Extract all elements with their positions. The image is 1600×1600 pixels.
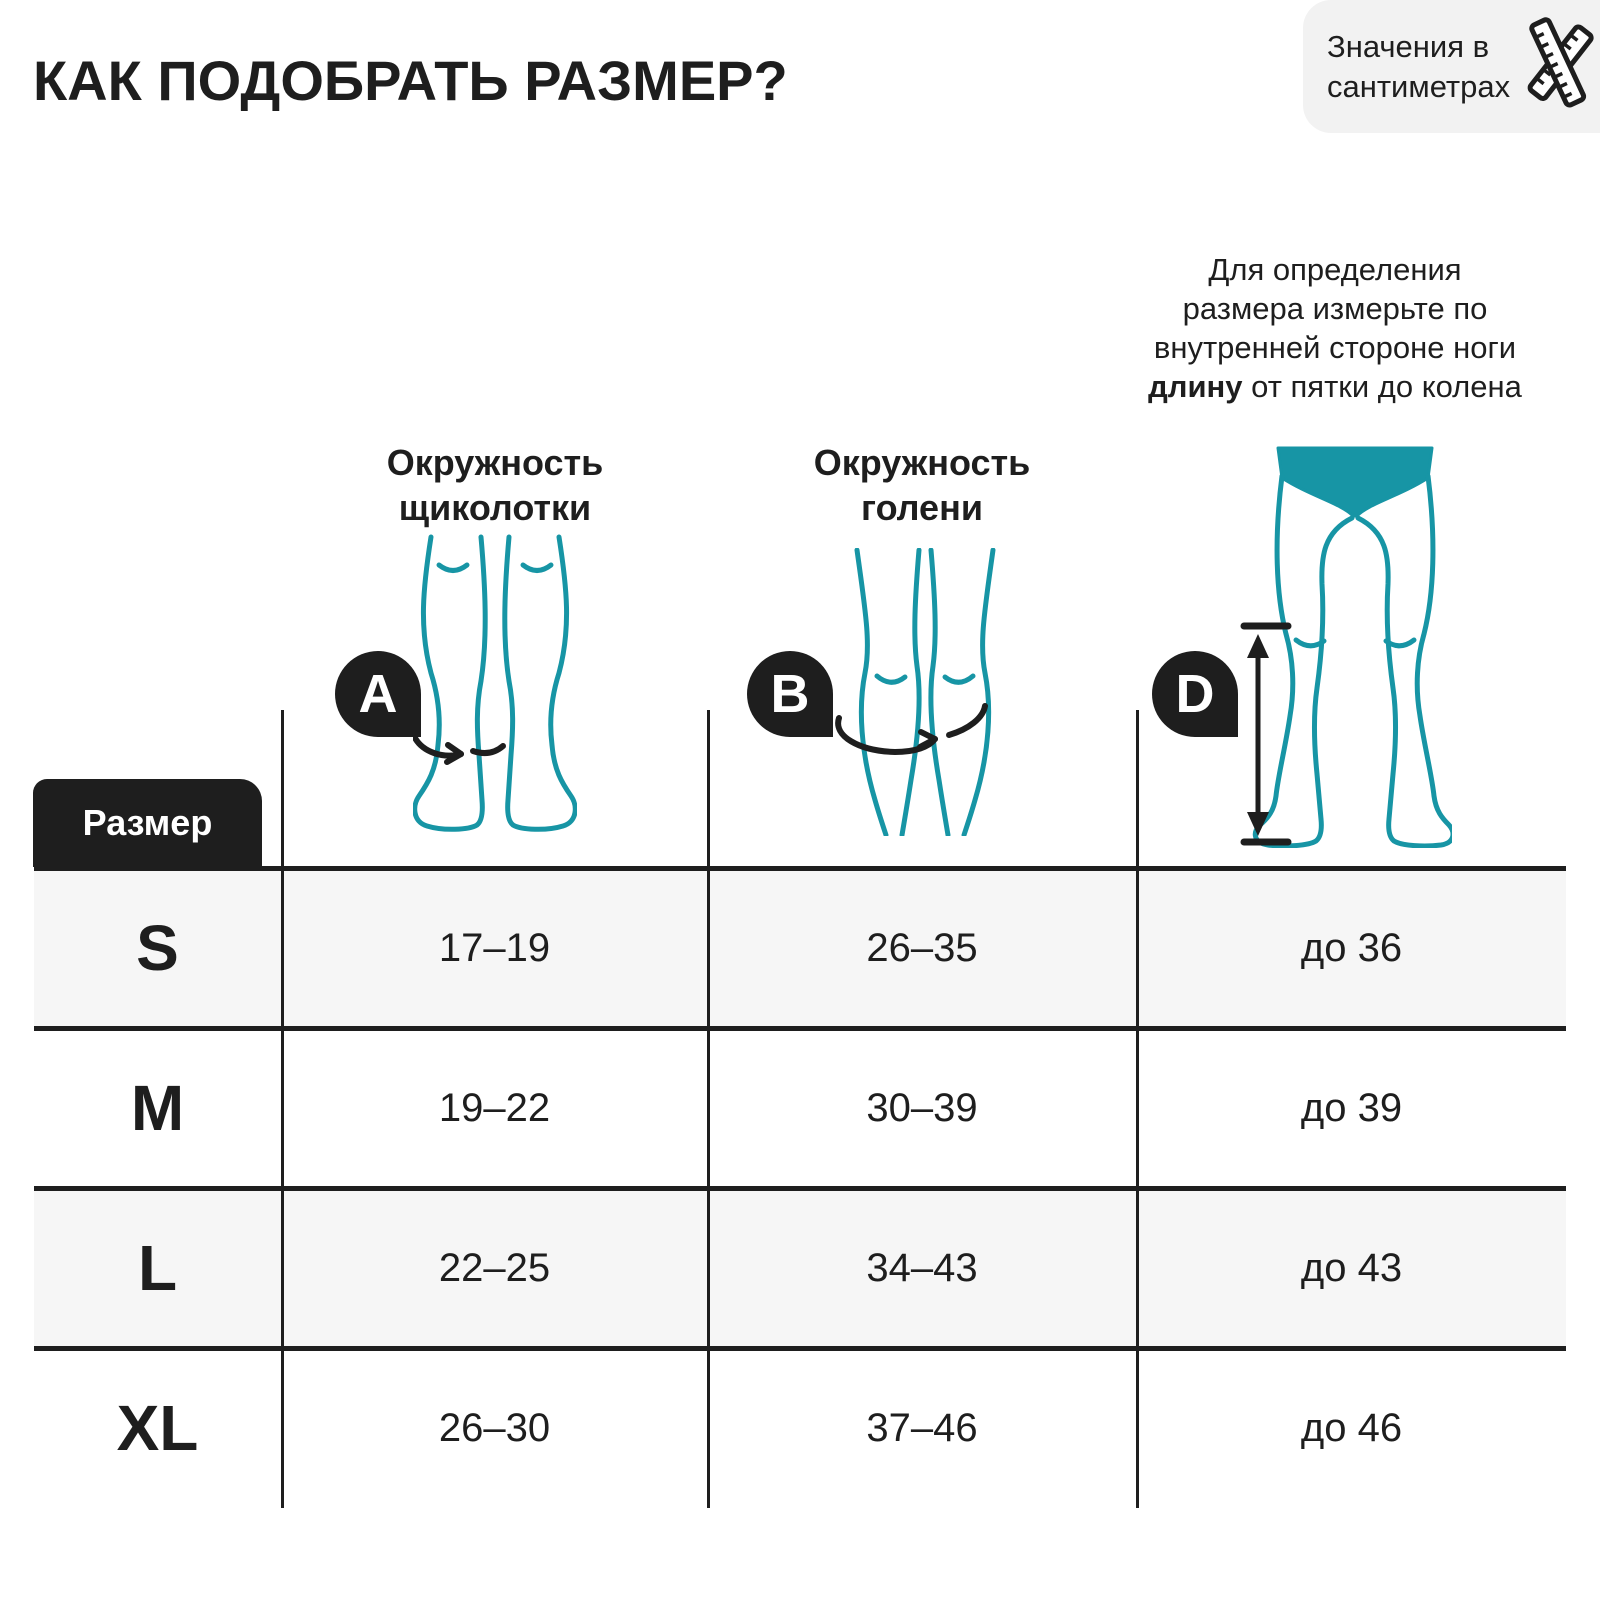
page-title: КАК ПОДОБРАТЬ РАЗМЕР? <box>33 49 788 112</box>
ankle-legs-illustration <box>413 533 577 845</box>
badge-d-letter: D <box>1175 664 1215 724</box>
instruction-line2: размера измерьте по <box>1182 291 1488 326</box>
units-note-line1: Значения в <box>1327 28 1490 64</box>
instruction-bold-word: длину <box>1148 369 1243 404</box>
length-legs-illustration <box>1240 444 1452 848</box>
calf-value-l: 34–43 <box>866 1245 978 1290</box>
instruction-line3: внутренней стороне ноги <box>1153 330 1517 365</box>
ankle-value-m: 19–22 <box>438 1085 551 1130</box>
ankle-value-xl: 26–30 <box>438 1405 551 1450</box>
instruction-line1: Для определения <box>1208 252 1462 287</box>
size-cell-s: S <box>136 912 179 984</box>
measure-point-a-badge <box>335 651 421 737</box>
measurement-instruction <box>1095 250 1575 406</box>
ankle-header-line1: Окружность <box>386 442 604 483</box>
ankle-measure-arrow <box>415 738 503 762</box>
instruction-line4-rest: от пятки до колена <box>1242 369 1522 404</box>
units-badge <box>1303 0 1600 133</box>
calf-value-s: 26–35 <box>866 925 978 970</box>
length-value-l: до 43 <box>1300 1245 1403 1290</box>
ankle-value-l: 22–25 <box>438 1245 551 1290</box>
calf-header-line1: Окружность <box>813 442 1031 483</box>
size-cell-l: L <box>137 1232 178 1304</box>
length-value-xl: до 46 <box>1300 1405 1403 1450</box>
measure-point-b-badge <box>747 651 833 737</box>
instruction-line4 <box>1095 367 1575 406</box>
size-header-label: Размер <box>82 802 213 843</box>
briefs-shape <box>1278 448 1432 516</box>
length-measure-arrow <box>1244 626 1288 842</box>
ankle-value-s: 17–19 <box>438 925 551 970</box>
badge-b-letter: B <box>770 664 810 724</box>
calf-header-line2: голени <box>861 487 983 528</box>
units-note <box>1327 27 1510 107</box>
length-value-m: до 39 <box>1300 1085 1403 1130</box>
calf-value-m: 30–39 <box>866 1085 978 1130</box>
badge-a-letter: A <box>358 664 398 724</box>
ankle-header-line2: щиколотки <box>398 487 592 528</box>
size-cell-xl: XL <box>116 1392 199 1464</box>
measure-point-d-badge <box>1152 651 1238 737</box>
calf-value-xl: 37–46 <box>866 1405 978 1450</box>
units-note-line2: сантиметрах <box>1327 68 1511 104</box>
length-value-s: до 36 <box>1300 925 1403 970</box>
size-cell-m: M <box>130 1072 185 1144</box>
ankle-column-header <box>335 440 655 530</box>
calf-column-header <box>762 440 1082 530</box>
size-header-chip <box>33 779 262 867</box>
ruler-icon <box>1516 14 1600 114</box>
calf-legs-illustration <box>833 548 1017 836</box>
